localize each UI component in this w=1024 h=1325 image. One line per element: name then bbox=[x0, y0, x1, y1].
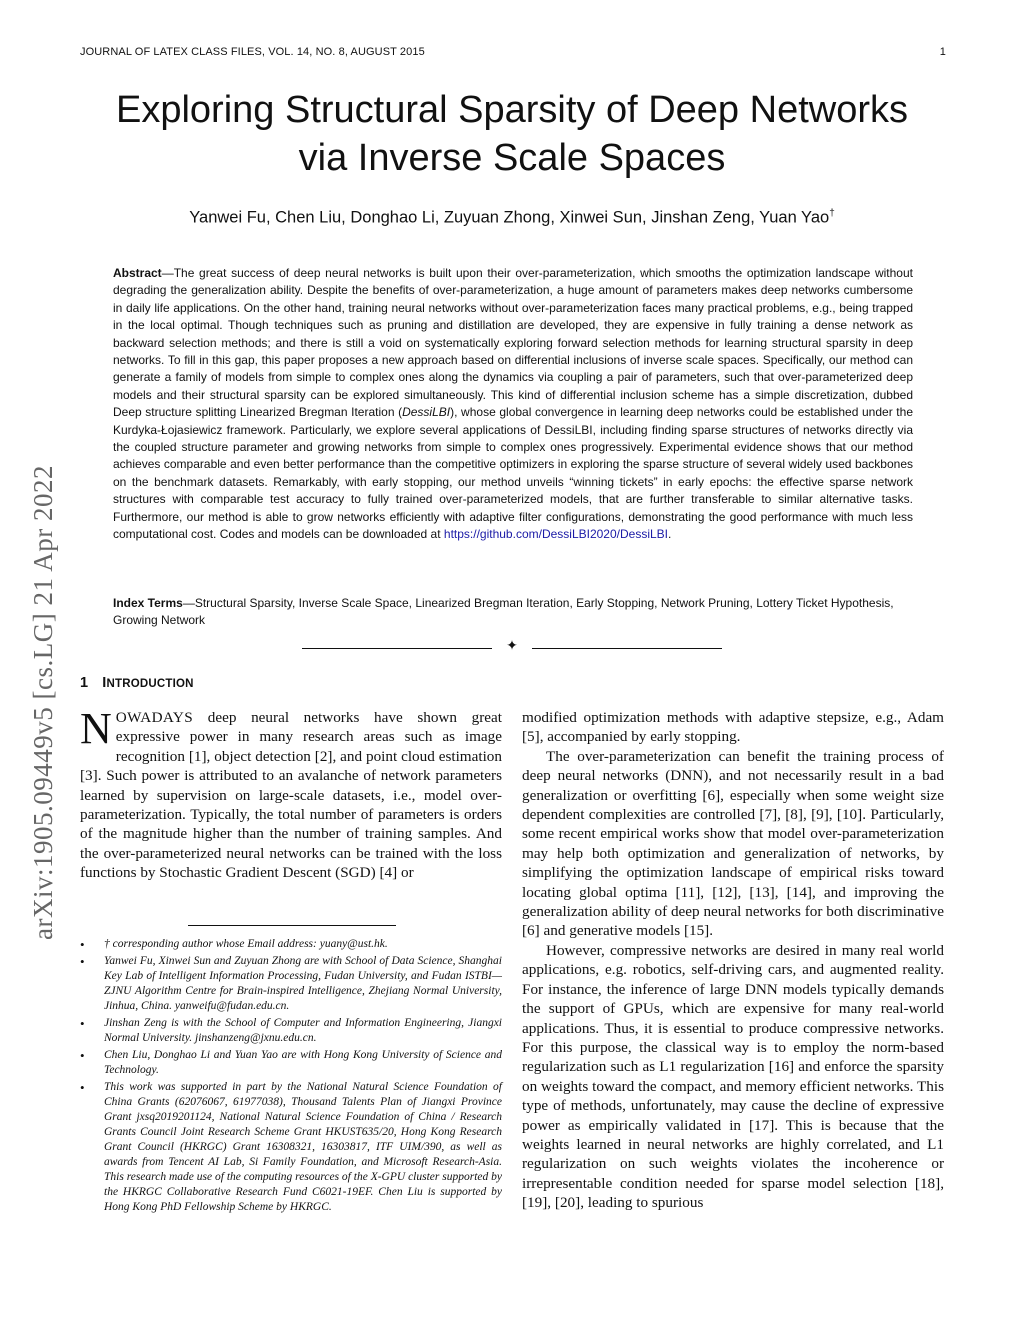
intro-paragraph-1-text: deep neural networks have shown great expressive power in many research areas such as image recognition [1], object detection [2], and point cloud estimation [3]. Such power is attributed to an avalanche of network parameters learned by supervision on large-scale datasets, i.e., model over-parameterization. Typically, the total number of parameters is orders of the magnitude higher than the number of training samples. And the over-parameterized neural networks can be trained with the loss functions by Stochastic Gradient Descent (SGD) [4] or bbox=[80, 709, 502, 882]
abstract-label: Abstract bbox=[113, 266, 162, 280]
abstract-url-tail: . bbox=[668, 527, 672, 542]
arxiv-stamp: arXiv:1905.09449v5 [cs.LG] 21 Apr 2022 bbox=[28, 465, 58, 940]
section-heading-introduction bbox=[80, 675, 194, 691]
corresponding-author-mark: † bbox=[829, 208, 835, 219]
author-list bbox=[60, 208, 964, 228]
intro-paragraph-3: However, compressive networks are desired in many real world applications, e.g. robotics, self-driving cars, and augmented reality. For instance, the inference of large DNN models typically demands the support of GPUs, which are expensive for many real-world applications. Thus, it is essential to produce compressive networks. For this purpose, the classical way is to employ the norm-based regularization such as L1 regularization [16] and enforce the sparsity on weights toward the compact, and memory efficient networks. This type of methods, unfortunately, may cause the decline of expressive power as empirically validated in [17]. This is because that the weights learned in neural networks are highly correlated, and L1 regularization on such weights violates the incoherence or irrepresentable condition needed for sparse model selection [18], [19], [20], leading to spurious bbox=[522, 941, 944, 1212]
separator-line-left bbox=[302, 648, 492, 649]
footnote-item: • This work was supported in part by the National Natural Science Foundation of China Grants (62076067, 61977038), Thousand Talents Plan of Jiangxi Province Grant jxsq2019201124, National Natural Science Foundation of China / Research Grants Council Joint Research Scheme Grant HKUST635/20, Hong Kong Research Grant Council (HKRGC) Grant 16308321, 16303817, ITF UIM/390, as well as awards from Tencent AI Lab, Si Family Foundation, and Microsoft Research-Asia. This research made use of the computing resources of the X-GPU cluster supported by the HKRGC Collaborative Research Fund C6021-19EF. Chen Liu is supported by Hong Kong PhD Fellowship Scheme by HKRGC. bbox=[80, 1080, 502, 1215]
drop-cap: N bbox=[80, 704, 112, 753]
right-column bbox=[522, 708, 944, 1213]
intro-paragraph-2: The over-parameterization can benefit the training process of deep neural networks (DNN), and not necessarily result in a bad generalization or overfitting [6], especially when some weight size dependent complexities are controlled [7], [8], [9], [10]. Particularly, some recent empirical works show that model over-parameterization may help both optimization and generalization of networks, by simplifying the optimization landscape of empirical risks toward locating global optima [11], [12], [13], [14], and improving the generalization ability of deep neural networks for both discriminative [6] and generative models [15]. bbox=[522, 747, 944, 940]
journal-name: JOURNAL OF LATEX CLASS FILES, VOL. 14, NO. 8, AUGUST 2015 bbox=[80, 46, 425, 58]
section-title-first-letter: I bbox=[102, 675, 107, 691]
page-number: 1 bbox=[939, 46, 946, 58]
intro-paragraph-1 bbox=[80, 704, 502, 883]
footnote-rule bbox=[188, 925, 396, 926]
title-line-2: via Inverse Scale Spaces bbox=[298, 137, 726, 179]
left-column bbox=[80, 704, 502, 883]
authors-text: Yanwei Fu, Chen Liu, Donghao Li, Zuyuan Zhong, Xinwei Sun, Jinshan Zeng, Yuan Yao bbox=[189, 208, 830, 227]
abstract-dessilbi: DessiLBI bbox=[402, 405, 451, 420]
footnote-item: • Yanwei Fu, Xinwei Sun and Zuyuan Zhong are with School of Data Science, Shanghai Key Lab of Intelligent Information Processing, Fudan University, and Fudan ISTBI—ZJNU Algorithm Centre for Brain-inspired Intelligence, Zhejiang Normal University, Jinhua, China. yanweifu@fudan.edu.cn. bbox=[80, 954, 502, 1014]
separator-star-icon: ✦ bbox=[506, 639, 518, 654]
footnote-item: • Chen Liu, Donghao Li and Yuan Yao are with Hong Kong University of Science and Technology. bbox=[80, 1048, 502, 1078]
abstract-text-2: ), whose global convergence in learning deep networks could be established under the Kurdyka-Łojasiewicz framework. Particularly, we explore several applications of DessiLBI, including finding sparse structures of networks directly via the coupled structure parameter and growing networks from simple to complex ones progressively. Experimental evidence shows that our method achieves comparable and even better performance than the competitive optimizers in exploring the sparse structure of several widely used backbones on the benchmark datasets. Remarkably, with early stopping, our method unveils “winning tickets” in early epochs: the effective sparse network structures with comparable test accuracy to fully trained over-parameterized models, that are further transferable to similar alternative tasks. Furthermore, our method is able to grow networks efficiently with adaptive filter configurations, demonstrating the good performance with much less computational cost. Codes and models can be downloaded at bbox=[113, 405, 913, 542]
running-header bbox=[80, 46, 946, 58]
code-link[interactable]: https://github.com/DessiLBI2020/DessiLBI bbox=[443, 527, 669, 542]
separator-line-right bbox=[532, 648, 722, 649]
footnotes bbox=[80, 937, 502, 1217]
abstract bbox=[113, 265, 913, 544]
section-separator bbox=[302, 640, 722, 656]
footnote-item: • Jinshan Zeng is with the School of Computer and Information Engineering, Jiangxi Normal University. jinshanzeng@jxnu.edu.cn. bbox=[80, 1016, 502, 1046]
section-number: 1 bbox=[80, 675, 89, 691]
intro-paragraph-1-continued: modified optimization methods with adaptive stepsize, e.g., Adam [5], accompanied by early stopping. bbox=[522, 709, 944, 746]
title-line-1: Exploring Structural Sparsity of Deep Networks bbox=[116, 89, 908, 131]
footnote-item: • † corresponding author whose Email address: yuany@ust.hk. bbox=[80, 937, 502, 952]
section-title-rest: NTRODUCTION bbox=[106, 678, 194, 690]
index-terms-text: —Structural Sparsity, Inverse Scale Space, Linearized Bregman Iteration, Early Stopping, Network Pruning, Lottery Ticket Hypothesis, Growing Network bbox=[113, 596, 894, 628]
index-terms bbox=[113, 595, 913, 630]
index-terms-label: Index Terms bbox=[113, 596, 183, 610]
first-word: OWADAYS bbox=[115, 709, 194, 726]
paper-title bbox=[60, 86, 964, 182]
abstract-text-1: —The great success of deep neural networks is built upon their over-parameterization, which smooths the optimization landscape without degrading the generalization ability. Despite the benefits of over-parameterization, a huge amount of parameters makes deep networks cumbersome in daily life applications. On the other hand, training neural networks without over-parameterization faces many practical problems, e.g., being trapped in the local optimal. Though techniques such as pruning and distillation are developed, they are expensive in fully training a dense network as backward selection methods; and there is still a void on systematically exploring forward selection methods for learning structural sparsity in deep networks. To fill in this gap, this paper proposes a new approach based on differential inclusions of inverse scale spaces. Specifically, our method can generate a family of models from simple to complex ones along the dynamics via coupling a pair of parameters, such that over-parameterized deep models and their structural sparsity can be explored simultaneously. This kind of differential inclusion scheme has a simple discretization, dubbed Deep structure splitting Linearized Bregman Iteration ( bbox=[113, 266, 913, 420]
